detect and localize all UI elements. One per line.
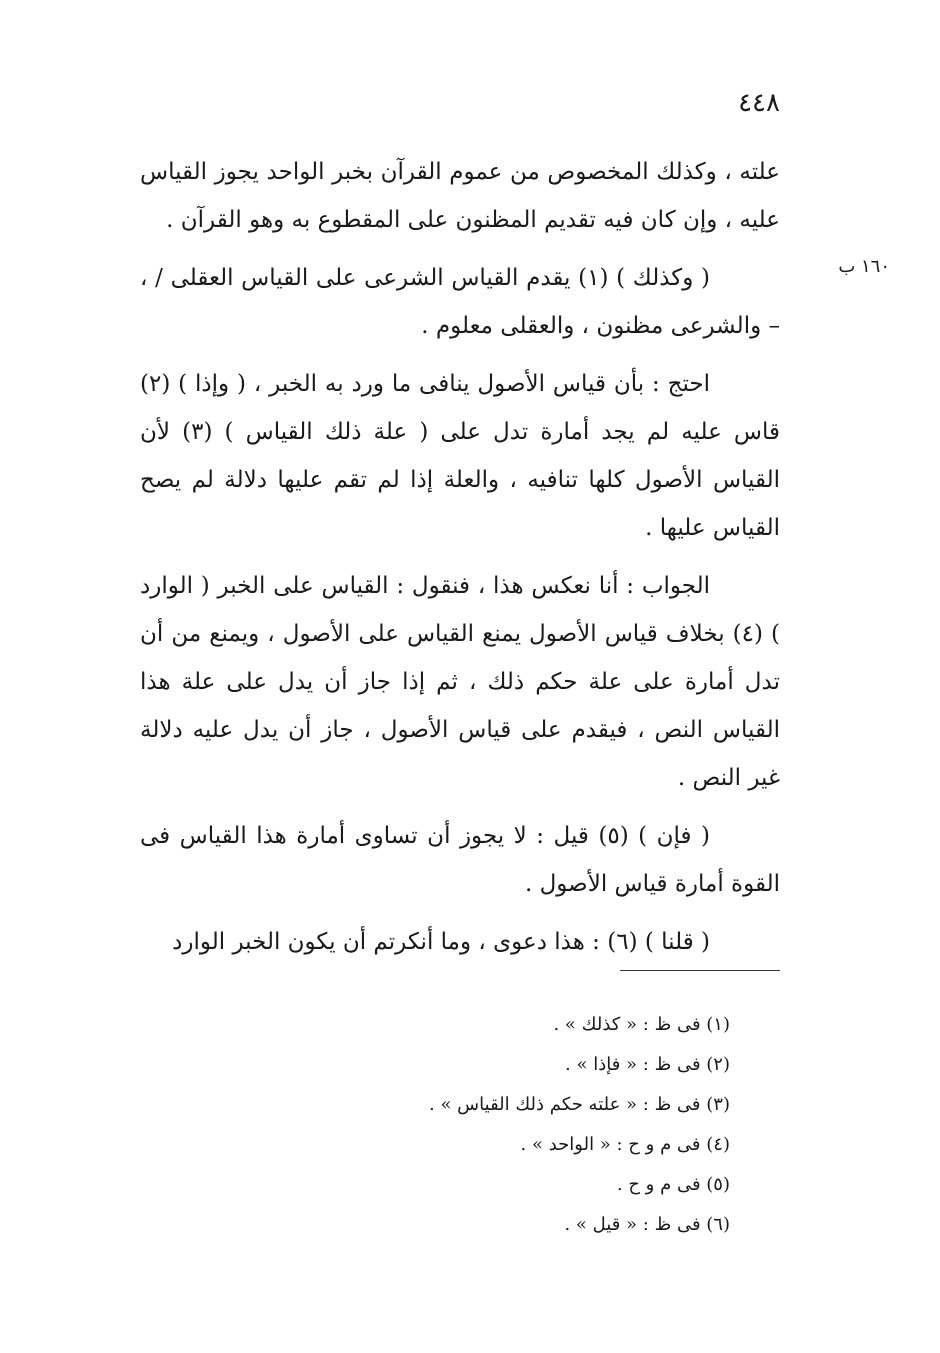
paragraph-2: ( وكذلك ) (١) يقدم القياس الشرعى على القياس العقلى / ، – والشرعى مظنون ، والعقلى معلوم . bbox=[140, 265, 780, 339]
margin-folio-note: ١٦٠ ب bbox=[838, 256, 890, 277]
footnote-1: (١) فى ظ : « كذلك » . bbox=[553, 1014, 730, 1035]
main-text bbox=[140, 148, 780, 976]
page-number: ٤٤٨ bbox=[738, 88, 780, 118]
paragraph-1: علته ، وكذلك المخصوص من عموم القرآن بخبر الواحد يجوز القياس عليه ، وإن كان فيه تقديم المظنون على المقطوع به وهو القرآن . bbox=[140, 159, 780, 233]
footnotes bbox=[300, 1005, 730, 1245]
paragraph-6: ( قلنا ) (٦) : هذا دعوى ، وما أنكرتم أن يكون الخبر الوارد bbox=[172, 929, 710, 955]
paragraph-5: ( فإن ) (٥) قيل : لا يجوز أن تساوى أمارة هذا القياس فى القوة أمارة قياس الأصول . bbox=[140, 823, 780, 897]
footnote-3: (٣) فى ظ : « علته حكم ذلك القياس » . bbox=[429, 1094, 730, 1115]
paragraph-3: احتج : بأن قياس الأصول ينافى ما ورد به الخبر ، ( وإذا ) (٢) قاس عليه لم يجد أمارة تدل على ( علة ذلك القياس ) (٣) لأن القياس الأصول كلها تنافيه ، والعلة إذا لم تقم عليها دلالة لم يصح القياس عليها . bbox=[140, 371, 781, 541]
footnote-5: (٥) فى م و ح . bbox=[616, 1174, 730, 1195]
footnote-divider bbox=[620, 970, 780, 971]
footnote-6: (٦) فى ظ : « قيل » . bbox=[564, 1214, 730, 1235]
footnote-2: (٢) فى ظ : « فإذا » . bbox=[565, 1054, 730, 1075]
footnote-4: (٤) فى م و ح : « الواحد » . bbox=[520, 1134, 730, 1155]
paragraph-4: الجواب : أنا نعكس هذا ، فنقول : القياس على الخبر ( الوارد ) (٤) بخلاف قياس الأصول يمنع القياس على الأصول ، ويمنع من أن تدل أمارة على علة حكم ذلك ، ثم إذا جاز أن يدل على علة هذا القياس النص ، فيقدم على قياس الأصول ، جاز أن يدل عليه دلالة غير النص . bbox=[140, 573, 781, 791]
